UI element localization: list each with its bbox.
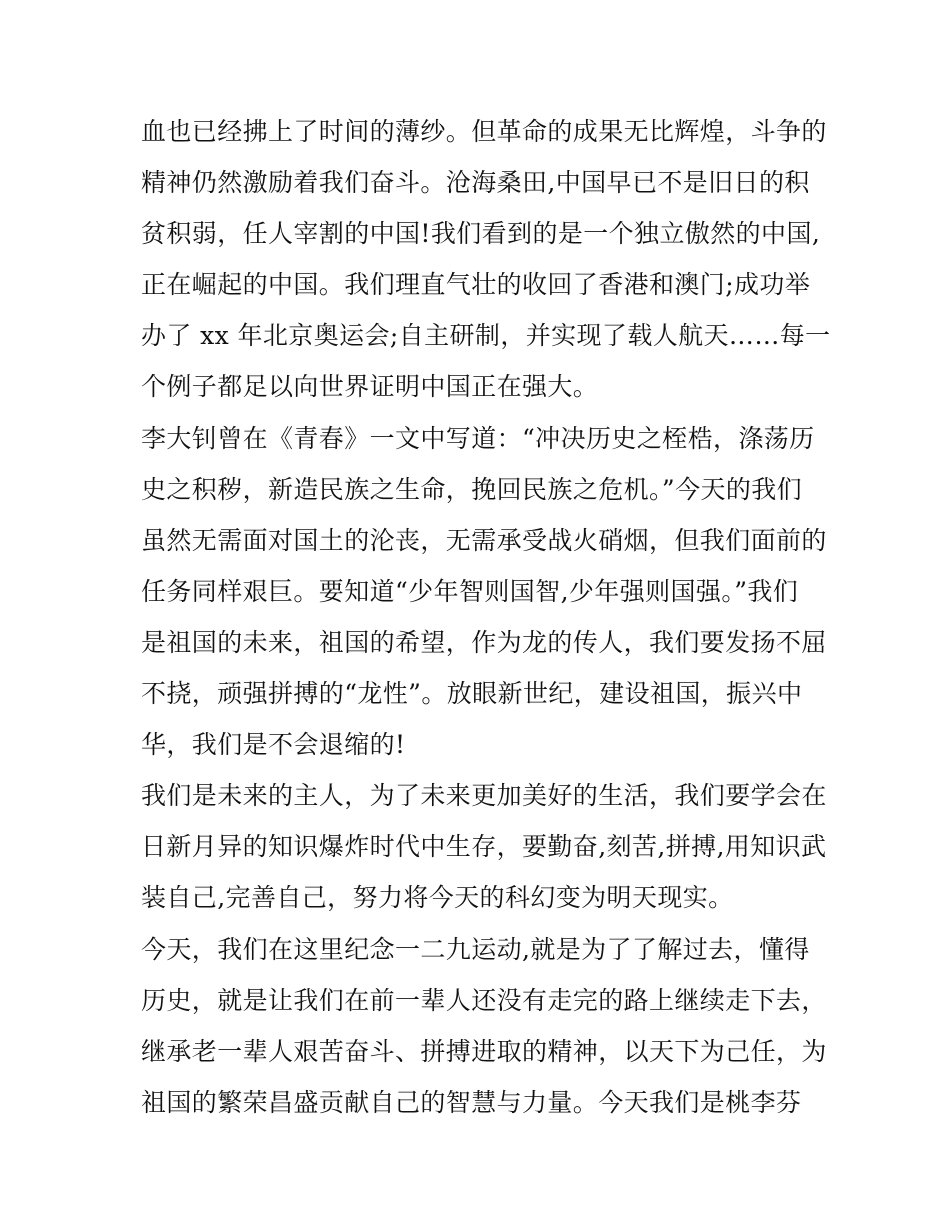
text-line: 今天，我们在这里纪念一二九运动,就是为了了解过去，懂得 xyxy=(141,934,810,964)
text-line: 任务同样艰巨。要知道“少年智则国智,少年强则国强。”我们 xyxy=(141,576,799,606)
text-line: 装自己,完善自己，努力将今天的科幻变为明天现实。 xyxy=(141,883,734,913)
text-line: 虽然无需面对国土的沦丧，无需承受战火硝烟，但我们面前的 xyxy=(141,525,827,555)
text-line: 华，我们是不会退缩的! xyxy=(141,730,406,760)
text-line: 不挠，顽强拼搏的“龙性”。放眼新世纪，建设祖国，振兴中 xyxy=(141,679,803,709)
text-line: 正在崛起的中国。我们理直气壮的收回了香港和澳门;成功举 xyxy=(141,270,811,300)
text-line: 精神仍然激励着我们奋斗。沧海桑田,中国早已不是旧日的积 xyxy=(141,168,810,198)
text-line: 办了 xx 年北京奥运会;自主研制，并实现了载人航天……每一 xyxy=(141,321,831,351)
text-line: 历史，就是让我们在前一辈人还没有走完的路上继续走下去， xyxy=(141,985,827,1015)
text-line: 是祖国的未来，祖国的希望，作为龙的传人，我们要发扬不屈 xyxy=(141,627,827,657)
text-line: 血也已经拂上了时间的薄纱。但革命的成果无比辉煌，斗争的 xyxy=(141,117,827,146)
text-line: 贫积弱，任人宰割的中国!我们看到的是一个独立傲然的中国, xyxy=(141,219,821,249)
text-line: 日新月异的知识爆炸时代中生存，要勤奋,刻苦,拼搏,用知识武 xyxy=(141,832,827,862)
text-line: 祖国的繁荣昌盛贡献自己的智慧与力量。今天我们是桃李芬 xyxy=(141,1087,802,1117)
text-line: 史之积秽，新造民族之生命，挽回民族之危机。”今天的我们 xyxy=(141,474,803,504)
text-line: 个例子都足以向世界证明中国正在强大。 xyxy=(141,372,599,402)
text-line: 继承老一辈人艰苦奋斗、拼搏进取的精神，以天下为己任，为 xyxy=(141,1036,827,1066)
document-body xyxy=(141,106,831,1128)
text-line: 李大钊曾在《青春》一文中写道：“冲决历史之桎梏，涤荡历 xyxy=(141,423,815,453)
text-line: 我们是未来的主人，为了未来更加美好的生活，我们要学会在 xyxy=(141,781,827,811)
